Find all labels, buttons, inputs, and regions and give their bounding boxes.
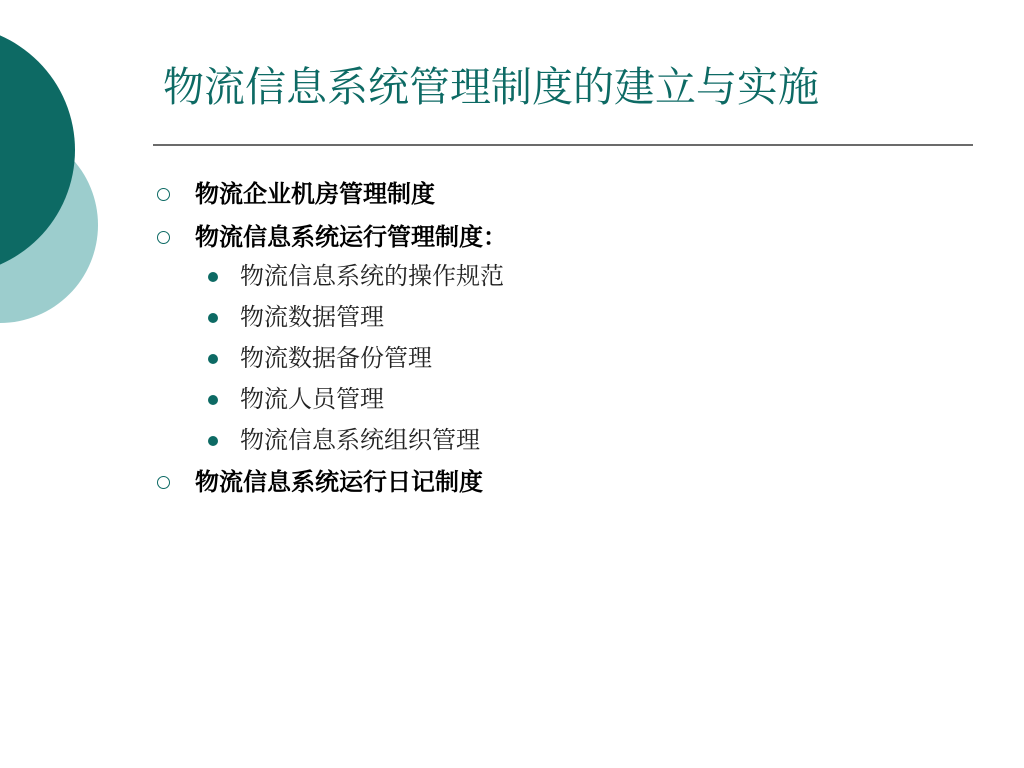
slide-title: 物流信息系统管理制度的建立与实施 <box>163 63 819 111</box>
title-divider <box>153 144 973 146</box>
hollow-circle-bullet-icon <box>157 476 170 489</box>
sub-bullet-text: 物流信息系统组织管理 <box>240 426 480 454</box>
filled-dot-bullet-icon <box>208 395 218 405</box>
decorative-circles <box>0 0 110 380</box>
sub-bullet-text: 物流数据管理 <box>240 303 384 331</box>
filled-dot-bullet-icon <box>208 354 218 364</box>
filled-dot-bullet-icon <box>208 272 218 282</box>
hollow-circle-bullet-icon <box>157 188 170 201</box>
bullet-text: 物流信息系统运行管理制度： <box>195 222 507 251</box>
sub-bullet-text: 物流数据备份管理 <box>240 344 432 372</box>
filled-dot-bullet-icon <box>208 313 218 323</box>
sub-bullet-text: 物流人员管理 <box>240 385 384 413</box>
hollow-circle-bullet-icon <box>157 231 170 244</box>
sub-bullet-text: 物流信息系统的操作规范 <box>240 262 504 290</box>
bullet-text: 物流信息系统运行日记制度 <box>195 467 483 496</box>
filled-dot-bullet-icon <box>208 436 218 446</box>
bullet-text: 物流企业机房管理制度 <box>195 179 435 208</box>
